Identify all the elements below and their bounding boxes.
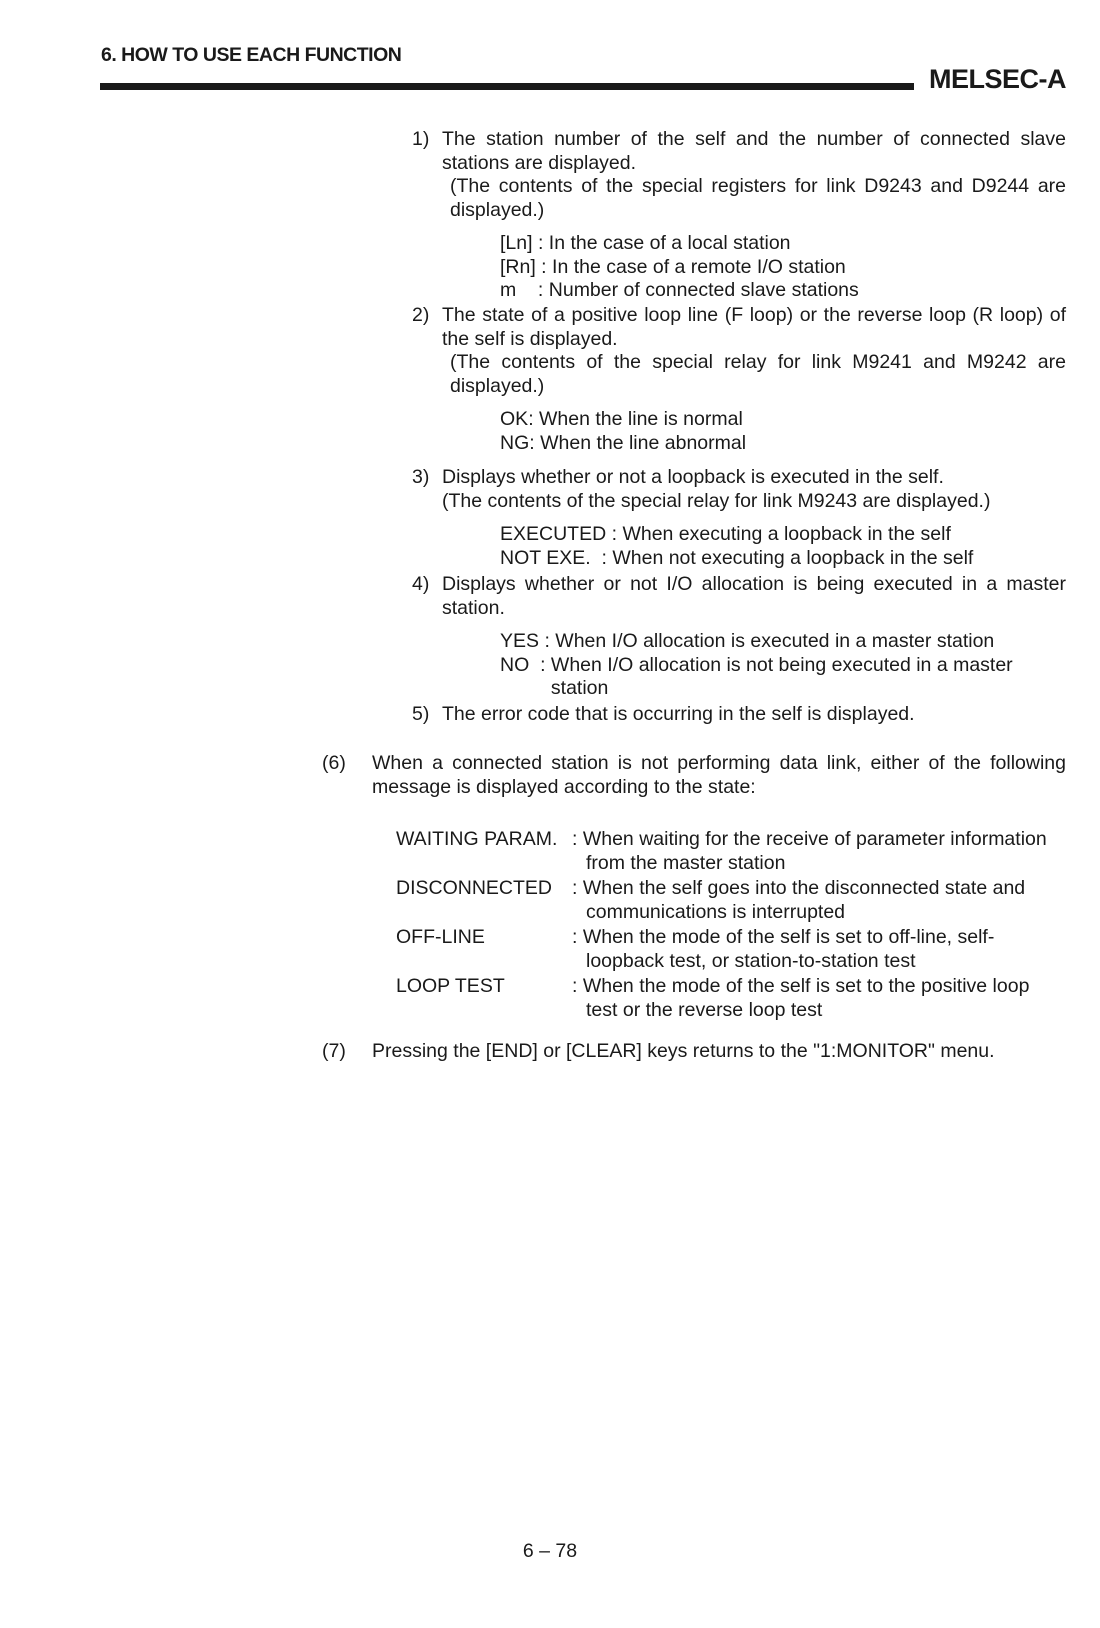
paragraph-6 (322, 752, 1066, 799)
paragraph-7 (322, 1040, 1066, 1064)
paragraph-number: (6) (322, 752, 346, 774)
definition-row (500, 630, 1066, 654)
message-desc: : When waiting for the receive of parameter information from the master station (572, 828, 1047, 874)
def-sep: : (529, 431, 541, 454)
item-text: Displays whether or not I/O allocation is being executed in a master station. (442, 573, 1066, 619)
item-text: The state of a positive loop line (F loop) or the reverse loop (R loop) of the self is displayed. (442, 304, 1066, 350)
item-note: (The contents of the special registers for link D9243 and D9244 are displayed.) (450, 175, 1066, 221)
message-desc: : When the self goes into the disconnected state and communications is interrupted (572, 877, 1026, 923)
def-sep: : (528, 408, 540, 430)
def-term: EXECUTED (500, 523, 607, 545)
definition-list (500, 523, 1066, 570)
item-note: (The contents of the special relay for link M9243 are displayed.) (442, 489, 991, 512)
def-desc: When I/O allocation is executed in a master station (555, 630, 995, 652)
definition-row (500, 279, 1066, 303)
def-sep: : (535, 255, 553, 278)
message-table (396, 828, 1066, 1024)
def-desc: When executing a loopback in the self (622, 523, 951, 545)
item-number: 5) (412, 703, 430, 725)
def-desc: Number of connected slave stations (548, 279, 859, 301)
def-term: [Ln] (500, 232, 533, 254)
paragraph-text: When a connected station is not performing data link, either of the following message is displayed according to the state: (372, 752, 1066, 798)
definition-list (500, 232, 1066, 303)
list-item-4 (412, 573, 1066, 701)
def-term: NOT EXE. (500, 546, 591, 569)
def-term: NO (500, 653, 530, 676)
definition-row (500, 232, 1066, 256)
paragraph-number: (7) (322, 1040, 346, 1062)
item-text: The station number of the self and the number of connected slave stations are displayed. (442, 128, 1066, 174)
definition-row (500, 432, 1066, 456)
item-number: 4) (412, 573, 430, 595)
paragraph-text: Pressing the [END] or [CLEAR] keys returns to the "1:MONITOR" menu. (372, 1040, 995, 1062)
header-rule (100, 83, 914, 90)
page-number: 6 – 78 (522, 1540, 578, 1562)
message-desc: : When the mode of the self is set to off-line, self-loopback test, or station-to-station test (572, 926, 995, 972)
definition-list (500, 630, 1066, 701)
def-desc: When the line abnormal (540, 431, 747, 454)
definition-row (500, 523, 1066, 547)
list-item-5 (412, 703, 1066, 727)
def-term: YES (500, 630, 540, 652)
def-term: NG (500, 431, 530, 454)
list-item-3 (412, 466, 1066, 570)
list-item-1 (412, 128, 1066, 303)
def-sep: : (532, 232, 549, 254)
def-sep: : (539, 630, 556, 652)
def-sep: : (529, 653, 551, 676)
item-number: 3) (412, 466, 430, 488)
def-term: m (500, 279, 517, 301)
def-sep: : (516, 279, 549, 301)
definition-list (500, 408, 1066, 455)
def-term: OK (500, 408, 529, 430)
message-term: OFF-LINE (396, 926, 485, 948)
item-number: 1) (412, 128, 430, 150)
brand-label: MELSEC-A (929, 64, 1066, 94)
item-note: (The contents of the special relay for link M9241 and M9242 are displayed.) (450, 351, 1066, 397)
message-term: DISCONNECTED (396, 877, 553, 899)
section-title: 6. HOW TO USE EACH FUNCTION (101, 44, 402, 66)
def-desc: When the line is normal (539, 408, 743, 430)
message-row (396, 926, 1066, 973)
def-desc: When I/O allocation is not being executed in a master station (550, 653, 1013, 699)
def-term: [Rn] (500, 255, 536, 278)
item-text: Displays whether or not a loopback is executed in the self. (442, 466, 944, 488)
def-desc: In the case of a local station (548, 232, 791, 254)
def-sep: : (606, 523, 623, 545)
message-term: WAITING PARAM. (396, 828, 558, 850)
message-row (396, 877, 1066, 924)
message-term: LOOP TEST (396, 975, 505, 997)
message-row (396, 828, 1066, 875)
item-number: 2) (412, 304, 430, 326)
def-sep: : (590, 546, 613, 569)
message-desc: : When the mode of the self is set to the positive loop test or the reverse loop test (572, 975, 1030, 1021)
definition-row (500, 256, 1066, 280)
def-desc: When not executing a loopback in the self (612, 546, 974, 569)
definition-row (500, 408, 1066, 432)
definition-row (500, 654, 1066, 701)
item-text: The error code that is occurring in the self is displayed. (442, 703, 915, 725)
list-item-2 (412, 304, 1066, 455)
message-row (396, 975, 1066, 1022)
definition-row (500, 547, 1066, 571)
def-desc: In the case of a remote I/O station (552, 255, 846, 278)
